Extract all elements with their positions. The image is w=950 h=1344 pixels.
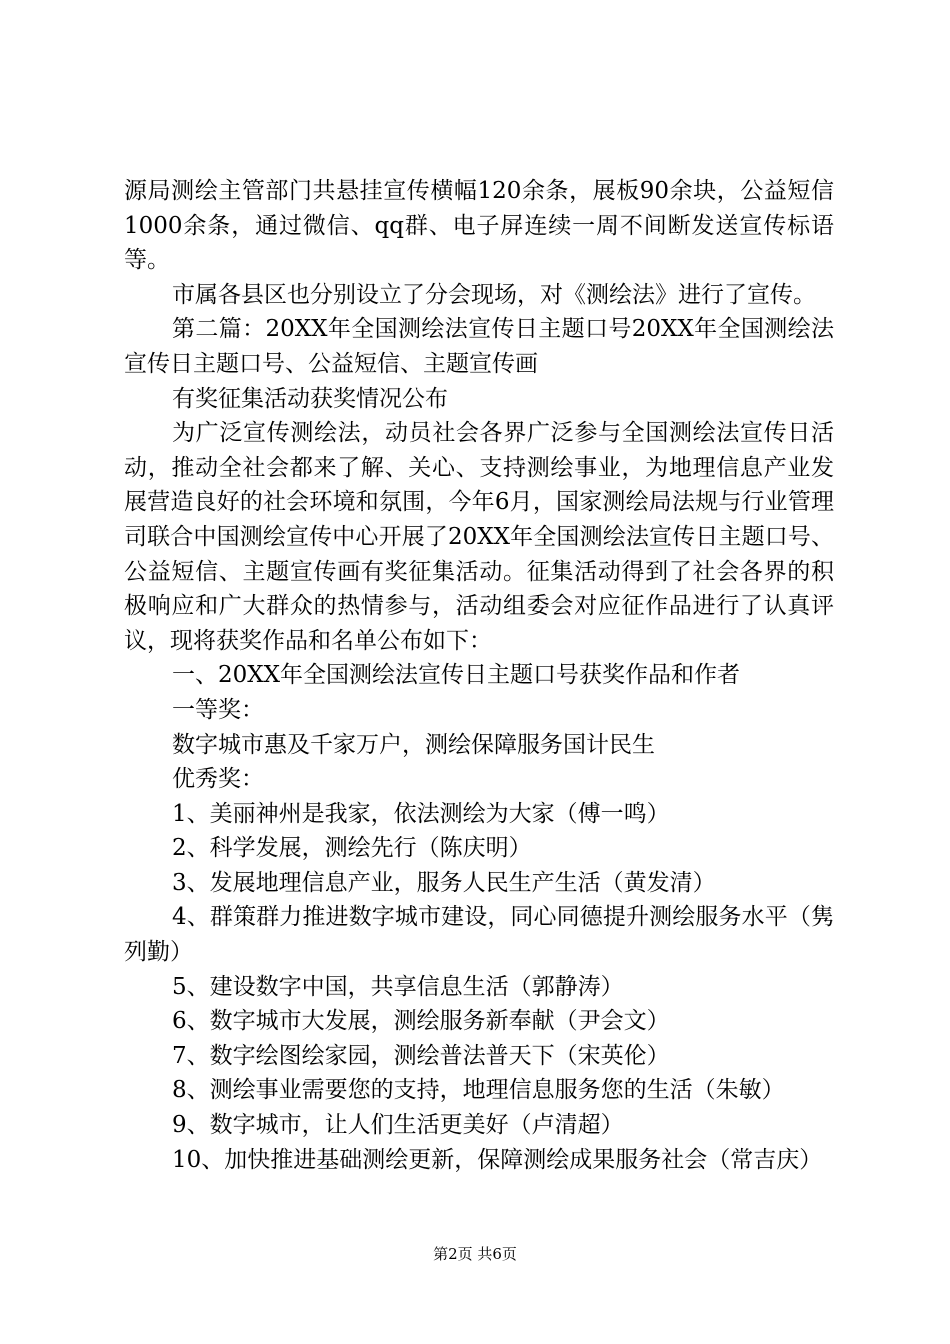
paragraph-intro: 为广泛宣传测绘法，动员社会各界广泛参与全国测绘法宣传日活动，推动全社会都来了解、关心、支持测绘事业，为地理信息产业发展营造良好的社会环境和氛围，今年6月，国家测绘局法规与行业管理司联合中国测绘宣传中心开展了20XX年全国测绘法宣传日主题口号、公益短信、主题宣传画有奖征集活动。征集活动得到了社会各界的积极响应和广大群众的热情参与，活动组委会对应征作品进行了认真评议，现将获奖作品和名单公布如下： <box>124 420 834 654</box>
document-body <box>124 174 834 1177</box>
paragraph-continuation: 源局测绘主管部门共悬挂宣传横幅120余条，展板90余块，公益短信1000余条，通过微信、qq群、电子屏连续一周不间断发送宣传标语等。 <box>124 178 834 274</box>
list-item: 6、数字城市大发展，测绘服务新奉献（尹会文） <box>172 1008 670 1035</box>
list-item: 7、数字绘图绘家园，测绘普法普天下（宋英伦） <box>172 1042 670 1069</box>
list-item: 1、美丽神州是我家，依法测绘为大家（傅一鸣） <box>172 800 670 827</box>
page-footer: 第2页 共6页 <box>433 1245 517 1263</box>
list-item: 2、科学发展，测绘先行（陈庆明） <box>172 835 532 862</box>
section-subheading: 有奖征集活动获奖情况公布 <box>172 385 448 412</box>
paragraph-county-districts: 市属各县区也分别设立了分会现场，对《测绘法》进行了宣传。 <box>172 281 816 308</box>
section-heading-part-two: 第二篇：20XX年全国测绘法宣传日主题口号20XX年全国测绘法宣传日主题口号、公益短信、主题宣传画 <box>124 316 834 377</box>
list-item: 5、建设数字中国，共享信息生活（郭静涛） <box>172 973 624 1000</box>
list-heading-slogans: 一、20XX年全国测绘法宣传日主题口号获奖作品和作者 <box>172 662 741 689</box>
award-first-prize-entry: 数字城市惠及千家万户，测绘保障服务国计民生 <box>172 731 655 758</box>
list-item: 4、群策群力推进数字城市建设，同心同德提升测绘服务水平（隽列勤） <box>124 904 834 966</box>
list-item: 3、发展地理信息产业，服务人民生产生活（黄发清） <box>172 869 716 896</box>
list-item: 8、测绘事业需要您的支持，地理信息服务您的生活（朱敏） <box>172 1077 785 1104</box>
award-first-prize-label: 一等奖： <box>172 696 264 723</box>
list-item: 10、加快推进基础测绘更新，保障测绘成果服务社会（常吉庆） <box>172 1146 823 1173</box>
award-excellence-label: 优秀奖： <box>172 766 264 793</box>
list-item: 9、数字城市，让人们生活更美好（卢清超） <box>172 1112 624 1139</box>
